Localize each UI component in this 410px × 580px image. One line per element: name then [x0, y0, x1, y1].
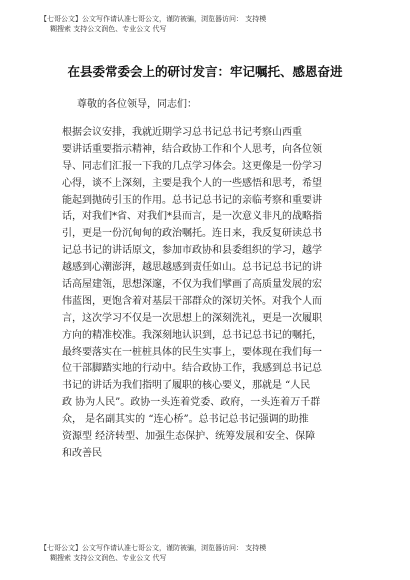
promo-header — [40, 14, 380, 34]
body-line: 方向的精准校准。我深刻地认识到，总书记总书记的嘱托， — [62, 329, 322, 341]
body-line: 心得，谈不上深刻，主要是我个人的一些感悟和思考，希望 — [62, 177, 322, 189]
salutation: 尊敬的各位领导，同志们： — [77, 99, 197, 110]
body-line: 最终要落实在一桩桩具体的民生实事上，要体现在我们每一 — [62, 346, 322, 358]
body-line: 记总书记的讲话原文，参加市政协和县委组织的学习，越学 — [62, 245, 322, 257]
body-line: 资源型 经济转型、加强生态保护、统筹发展和安全、保障 — [62, 431, 316, 443]
promo-header-line: 糊搜索 支持公文润色、专业公文 代写 — [50, 25, 167, 33]
body-line: 根据会议安排，我就近期学习总书记总书记考察山西重 — [62, 127, 302, 138]
body-line: 和改善民 — [62, 447, 102, 459]
body-line: 导、同志们汇报一下我的几点学习体会。这更像是一份学习 — [62, 160, 322, 172]
promo-footer-line: 糊搜索 支持公文润色、专业公文 代写 — [50, 554, 167, 562]
body-line: 话高屋建瓴，思想深邃，不仅为我们擘画了高质量发展的宏 — [62, 279, 322, 291]
document-title: 在县委常委会上的研讨发言：牢记嘱托、感恩奋进 — [67, 64, 343, 79]
body-line: 书记的讲话为我们指明了履职的核心要义，那就是 “人民 — [62, 380, 311, 392]
body-line: 众， 是名副其实的 “连心桥”。总书记总书记强调的助推 — [62, 414, 309, 426]
body-line: 引，更是一份沉甸甸的政治嘱托。连日来，我反复研读总书 — [62, 228, 322, 240]
promo-header-line: 【七哥公文】公文写作请认准七哥公文，谨防被骗，浏览器访问： 支持模 — [40, 15, 267, 23]
promo-footer-line: 【七哥公文】公文写作请认准七哥公文，谨防被骗，浏览器访问： 支持模 — [40, 544, 267, 552]
body-line: 能起到抛砖引玉的作用。总书记总书记的亲临考察和重要讲 — [62, 194, 322, 206]
document-body — [62, 125, 342, 463]
body-line: 言，这次学习不仅是一次思想上的深刻洗礼，更是一次履职 — [62, 312, 322, 324]
promo-footer — [40, 543, 380, 563]
body-line: 要讲话重要指示精神，结合政协工作和个人思考，向各位领 — [62, 143, 322, 155]
body-line: 政 协为人民”。政协一头连着党委、政府，一头连着万千群 — [62, 397, 321, 409]
body-line: 伟蓝图，更饱含着对基层干部群众的深切关怀。对我个人而 — [62, 295, 322, 307]
body-line: 位干部脚踏实地的行动中。结合政协工作，我感到总书记总 — [62, 363, 322, 375]
body-line: 话，对我们*省、对我们*县而言，是一次意义非凡的战略指 — [62, 211, 322, 223]
body-line: 越感到心潮澎湃，越思越感到责任如山。总书记总书记的讲 — [62, 262, 322, 274]
